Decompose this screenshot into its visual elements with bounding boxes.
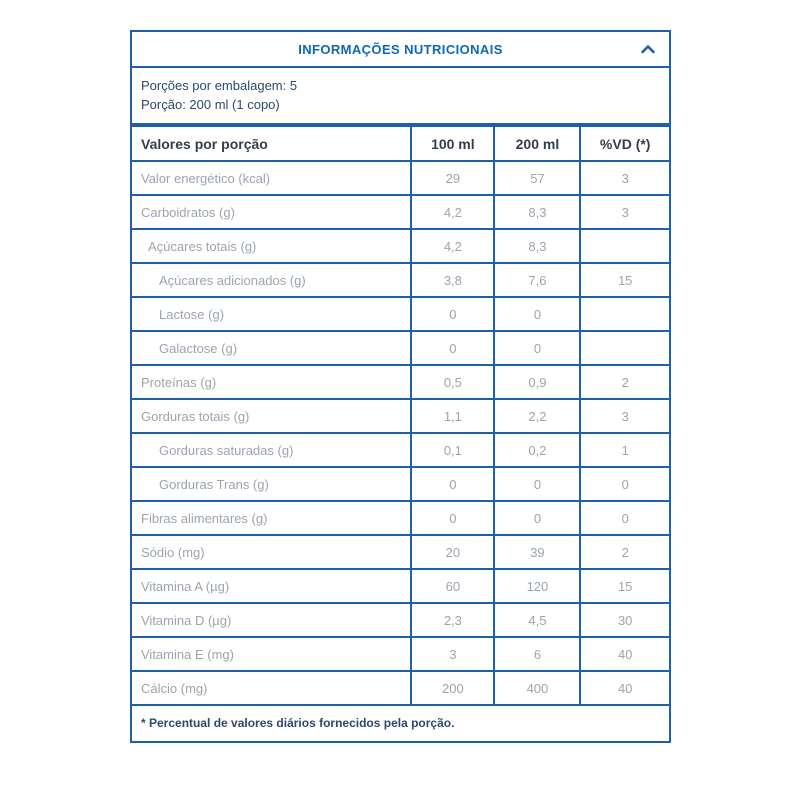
- value-100ml: 0: [411, 331, 494, 365]
- value-vd: [580, 229, 669, 263]
- footnote: * Percentual de valores diários fornecidos pela porção.: [141, 716, 455, 730]
- value-100ml: 29: [411, 161, 494, 195]
- column-header-values: Valores por porção: [132, 127, 411, 161]
- table-row: [132, 467, 669, 501]
- column-header-100ml: 100 ml: [411, 127, 494, 161]
- value-200ml: 7,6: [494, 263, 580, 297]
- value-vd: 40: [580, 637, 669, 671]
- value-vd: 1: [580, 433, 669, 467]
- panel-header[interactable]: [132, 32, 669, 68]
- table-row: [132, 331, 669, 365]
- nutrient-label: Proteínas (g): [132, 365, 411, 399]
- value-200ml: 8,3: [494, 229, 580, 263]
- value-100ml: 3: [411, 637, 494, 671]
- value-100ml: 0: [411, 501, 494, 535]
- nutrient-label: Vitamina A (µg): [132, 569, 411, 603]
- value-vd: [580, 331, 669, 365]
- table-row: [132, 671, 669, 705]
- table-row: [132, 161, 669, 195]
- table-row: [132, 433, 669, 467]
- value-vd: 15: [580, 263, 669, 297]
- value-vd: 2: [580, 535, 669, 569]
- value-vd: 3: [580, 195, 669, 229]
- nutrient-label: Carboidratos (g): [132, 195, 411, 229]
- value-vd: 3: [580, 399, 669, 433]
- value-vd: 0: [580, 501, 669, 535]
- nutrition-panel: [130, 30, 671, 743]
- nutrient-label: Valor energético (kcal): [132, 161, 411, 195]
- value-200ml: 57: [494, 161, 580, 195]
- value-vd: 0: [580, 467, 669, 501]
- value-200ml: 0: [494, 331, 580, 365]
- value-100ml: 60: [411, 569, 494, 603]
- value-200ml: 0: [494, 297, 580, 331]
- value-200ml: 39: [494, 535, 580, 569]
- nutrient-label: Açúcares adicionados (g): [132, 263, 411, 297]
- nutrient-label: Gorduras Trans (g): [132, 467, 411, 501]
- nutrient-label: Sódio (mg): [132, 535, 411, 569]
- value-200ml: 0,2: [494, 433, 580, 467]
- nutrient-label: Vitamina E (mg): [132, 637, 411, 671]
- value-200ml: 0: [494, 501, 580, 535]
- serving-info: [132, 68, 669, 127]
- value-vd: 40: [580, 671, 669, 705]
- value-100ml: 0,5: [411, 365, 494, 399]
- value-200ml: 400: [494, 671, 580, 705]
- table-row: [132, 263, 669, 297]
- serving-size: Porção: 200 ml (1 copo): [141, 97, 280, 112]
- table-row: [132, 569, 669, 603]
- value-100ml: 20: [411, 535, 494, 569]
- table-row: [132, 637, 669, 671]
- value-100ml: 4,2: [411, 195, 494, 229]
- nutrient-label: Vitamina D (µg): [132, 603, 411, 637]
- value-200ml: 0: [494, 467, 580, 501]
- value-vd: 2: [580, 365, 669, 399]
- value-100ml: 0: [411, 297, 494, 331]
- value-200ml: 8,3: [494, 195, 580, 229]
- value-100ml: 200: [411, 671, 494, 705]
- table-row: [132, 399, 669, 433]
- nutrition-table-body: [132, 161, 669, 705]
- nutrition-table: [132, 127, 669, 706]
- nutrient-label: Lactose (g): [132, 297, 411, 331]
- nutrient-label: Gorduras totais (g): [132, 399, 411, 433]
- table-row: [132, 229, 669, 263]
- panel-title: INFORMAÇÕES NUTRICIONAIS: [298, 41, 503, 57]
- nutrient-label: Cálcio (mg): [132, 671, 411, 705]
- value-100ml: 3,8: [411, 263, 494, 297]
- table-row: [132, 297, 669, 331]
- value-200ml: 6: [494, 637, 580, 671]
- value-200ml: 0,9: [494, 365, 580, 399]
- column-header-vd: %VD (*): [580, 127, 669, 161]
- value-100ml: 0,1: [411, 433, 494, 467]
- table-row: [132, 501, 669, 535]
- value-vd: [580, 297, 669, 331]
- value-vd: 30: [580, 603, 669, 637]
- nutrient-label: Gorduras saturadas (g): [132, 433, 411, 467]
- value-100ml: 2,3: [411, 603, 494, 637]
- table-row: [132, 365, 669, 399]
- value-vd: 15: [580, 569, 669, 603]
- table-row: [132, 195, 669, 229]
- chevron-up-icon[interactable]: [640, 44, 656, 55]
- table-header-row: [132, 127, 669, 161]
- servings-per-package: Porções por embalagem: 5: [141, 78, 298, 93]
- table-row: [132, 603, 669, 637]
- nutrient-label: Açúcares totais (g): [132, 229, 411, 263]
- nutrient-label: Fibras alimentares (g): [132, 501, 411, 535]
- value-200ml: 4,5: [494, 603, 580, 637]
- value-200ml: 120: [494, 569, 580, 603]
- value-100ml: 4,2: [411, 229, 494, 263]
- value-200ml: 2,2: [494, 399, 580, 433]
- value-vd: 3: [580, 161, 669, 195]
- value-100ml: 0: [411, 467, 494, 501]
- value-100ml: 1,1: [411, 399, 494, 433]
- table-row: [132, 535, 669, 569]
- nutrient-label: Galactose (g): [132, 331, 411, 365]
- column-header-200ml: 200 ml: [494, 127, 580, 161]
